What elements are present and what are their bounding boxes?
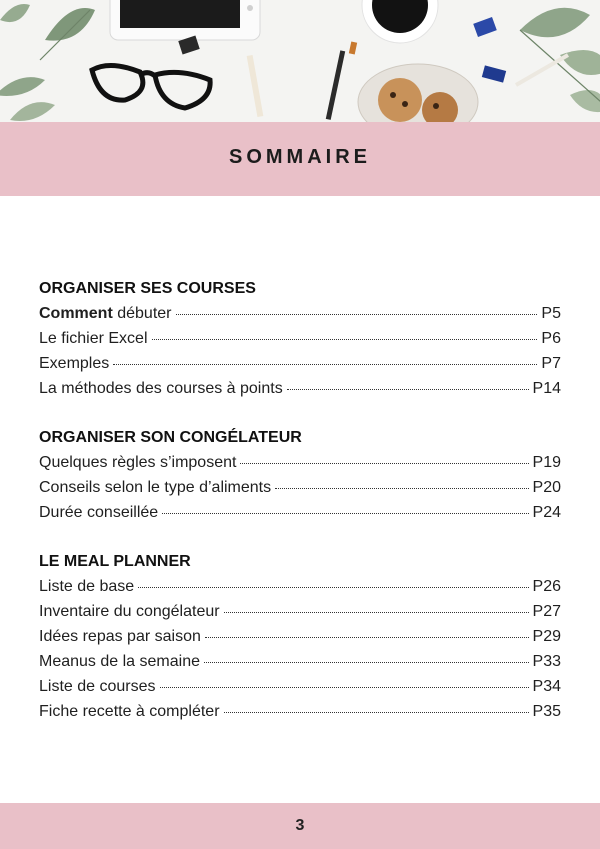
toc-entry[interactable] xyxy=(39,624,561,649)
entry-label: Meanus de la semaine xyxy=(39,653,200,670)
toc-entry[interactable] xyxy=(39,500,561,525)
toc-entry[interactable] xyxy=(39,574,561,599)
entry-label: Liste de base xyxy=(39,578,135,595)
paint-pan xyxy=(473,17,497,37)
entry-page: P14 xyxy=(532,380,561,397)
entry-label: Fiche recette à compléter xyxy=(39,703,220,720)
entry-page: P34 xyxy=(532,678,561,695)
entry-page: P6 xyxy=(541,330,561,347)
section-title: ORGANISER SON CONGÉLATEUR xyxy=(39,429,302,446)
coffee-cup xyxy=(362,0,438,43)
tablet xyxy=(110,0,260,40)
leader-dots xyxy=(176,313,538,315)
page-number: 3 xyxy=(295,817,305,834)
entry-label: Durée conseillée xyxy=(39,504,159,521)
entry-label xyxy=(39,301,172,326)
leader-dots xyxy=(287,388,529,390)
title-band xyxy=(0,122,600,196)
entry-page: P29 xyxy=(532,628,561,645)
entry-page: P24 xyxy=(532,504,561,521)
entry-label: Inventaire du congélateur xyxy=(39,603,220,620)
entry-label: Exemples xyxy=(39,355,110,372)
glasses xyxy=(92,65,210,108)
leaf-sprig-left xyxy=(0,4,95,121)
leader-dots xyxy=(162,512,528,514)
entry-label-text: débuter xyxy=(112,305,172,322)
header-photo xyxy=(0,0,600,122)
leader-dots xyxy=(224,711,529,713)
toc-entry[interactable] xyxy=(39,599,561,624)
toc-entry[interactable] xyxy=(39,674,561,699)
entry-page: P7 xyxy=(541,355,561,372)
paint-brush xyxy=(326,50,345,120)
entry-page: P5 xyxy=(541,305,561,322)
entry-page: P26 xyxy=(532,578,561,595)
leader-dots xyxy=(275,487,528,489)
leader-dots xyxy=(160,686,529,688)
entry-label: La méthodes des courses à points xyxy=(39,380,283,397)
entry-label: Quelques règles s’imposent xyxy=(39,454,237,471)
entry-page: P35 xyxy=(532,703,561,720)
toc-entry[interactable] xyxy=(39,351,561,376)
paint-pan xyxy=(482,65,506,82)
toc-section xyxy=(39,549,561,724)
leader-dots xyxy=(240,462,528,464)
toc-entry[interactable] xyxy=(39,649,561,674)
cookie-plate xyxy=(358,64,478,122)
entry-label: Liste de courses xyxy=(39,678,156,695)
toc-section xyxy=(39,425,561,525)
leader-dots xyxy=(113,363,537,365)
toc-entry[interactable] xyxy=(39,450,561,475)
leader-dots xyxy=(204,661,529,663)
entry-label: Conseils selon le type d’aliments xyxy=(39,479,272,496)
table-of-contents xyxy=(39,276,561,748)
flatlay-illustration xyxy=(0,0,600,122)
entry-page: P27 xyxy=(532,603,561,620)
section-title: LE MEAL PLANNER xyxy=(39,553,191,570)
entry-page: P19 xyxy=(532,454,561,471)
entry-label: Le fichier Excel xyxy=(39,330,148,347)
leader-dots xyxy=(224,611,529,613)
toc-entry[interactable] xyxy=(39,475,561,500)
toc-entry[interactable] xyxy=(39,326,561,351)
entry-label-bold: Comment xyxy=(39,305,113,322)
entry-page: P20 xyxy=(532,479,561,496)
entry-page: P33 xyxy=(532,653,561,670)
leader-dots xyxy=(152,338,538,340)
toc-section xyxy=(39,276,561,401)
footer-band xyxy=(0,803,600,849)
leader-dots xyxy=(138,586,528,588)
pencil xyxy=(247,55,264,117)
page-title: SOMMAIRE xyxy=(229,145,371,168)
entry-label: Idées repas par saison xyxy=(39,628,201,645)
toc-entry[interactable] xyxy=(39,301,561,326)
toc-entry[interactable] xyxy=(39,376,561,401)
leader-dots xyxy=(205,636,529,638)
section-title: ORGANISER SES COURSES xyxy=(39,280,256,297)
toc-entry[interactable] xyxy=(39,699,561,724)
